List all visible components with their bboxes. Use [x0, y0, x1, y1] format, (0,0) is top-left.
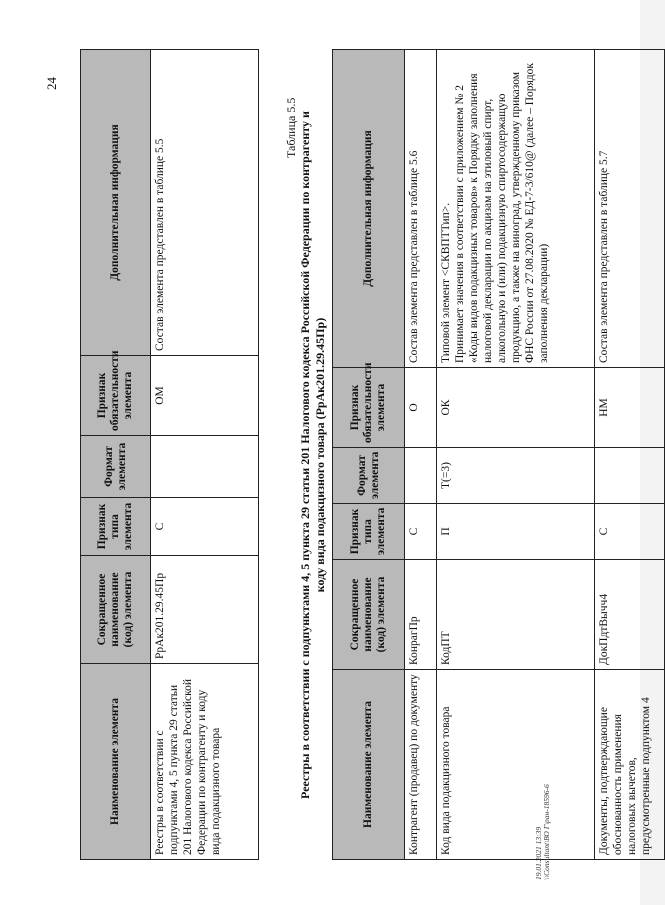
table-cell [405, 448, 437, 504]
header-cell: Формат элемента [81, 436, 151, 498]
header-cell: Сокращенное наименование (код) элемента [81, 556, 151, 664]
table-cell: О [405, 368, 437, 448]
table-cell: Состав элемента представлен в таблице 5.7 [595, 50, 665, 368]
header-cell: Дополнительная информация [81, 50, 151, 356]
table-caption-title [298, 50, 328, 860]
table-row [595, 50, 665, 860]
rotated-content [40, 50, 652, 880]
table-header-row [333, 50, 405, 860]
header-cell: Признак обязательности элемента [81, 356, 151, 436]
header-cell: Дополнительная информация [333, 50, 405, 368]
caption-line: коду вида подакцизного товара (РрАк201.29.45Пр) [313, 317, 327, 593]
table-row [405, 50, 437, 860]
header-cell: Признак типа элемента [333, 504, 405, 560]
header-cell: Наименование элемента [333, 670, 405, 860]
header-cell: Формат элемента [333, 448, 405, 504]
table-cell: Контрагент (продавец) по документу [405, 670, 437, 860]
table-cell: Документы, подтверждающие обоснованность применения налоговых вычетов, предусмотренные подпунктом 4 [595, 670, 665, 860]
header-cell: Признак обязательности элемента [333, 368, 405, 448]
elements-table-top [80, 49, 259, 860]
table-header-row [81, 50, 151, 860]
caption-line: Реестры в соответствии с подпунктами 4, 5 пункта 29 статьи 201 Налогового кодекса Российской Федерации по контрагенту и [298, 111, 312, 799]
page-number: 24 [44, 77, 59, 90]
header-cell: Признак типа элемента [81, 498, 151, 556]
table-cell: Состав элемента представлен в таблице 5.6 [405, 50, 437, 368]
document-stamp [535, 784, 551, 880]
table-cell: Типовой элемент <СКВПТТип>. Принимает значения в соответствии с приложением № 2 «Коды видов подакцизных товаров» к Порядку заполнения налоговой декларации по акцизам на этиловый спирт, алкогольную и (или) подакцизную спиртосодержащую продукцию, а также на виноград, утвержденному приказом ФНС России от 27.08.2020 № ЕД-7-3/610@ (далее – Порядок заполнения декларации) [437, 50, 595, 368]
header-cell: Сокращенное наименование (код) элемента [333, 560, 405, 670]
table-cell: Реестры в соответствии с подпунктами 4, 5 пункта 29 статьи 201 Налогового кодекса Российской Федерации по контрагенту и коду вида подакцизного товара [151, 664, 259, 860]
table-cell [595, 448, 665, 504]
table-cell: РрАк201.29.45Пр [151, 556, 259, 664]
table-row [437, 50, 595, 860]
table-cell: С [151, 498, 259, 556]
table-row [151, 50, 259, 860]
stamp-line: \\Consultant\ВО Г\ран-18596-6 [542, 784, 551, 880]
elements-table-main [332, 49, 665, 860]
table-cell: КодПТ [437, 560, 595, 670]
table-cell: ОМ [151, 356, 259, 436]
table-caption-label: Таблица 5.5 [284, 97, 298, 158]
table-cell: С [595, 504, 665, 560]
header-cell: Наименование элемента [81, 664, 151, 860]
table-cell: ДокПдтВычч4 [595, 560, 665, 670]
table-cell: НМ [595, 368, 665, 448]
stamp-line: 19.01.2021 13:39 [534, 826, 543, 880]
table-cell: Код вида подакцизного товара [437, 670, 595, 860]
table-cell [151, 436, 259, 498]
table-cell: Т(=3) [437, 448, 595, 504]
table-cell: С [405, 504, 437, 560]
table-cell: П [437, 504, 595, 560]
table-cell: Состав элемента представлен в таблице 5.5 [151, 50, 259, 356]
table-cell: ОК [437, 368, 595, 448]
table-cell: КонрагПр [405, 560, 437, 670]
